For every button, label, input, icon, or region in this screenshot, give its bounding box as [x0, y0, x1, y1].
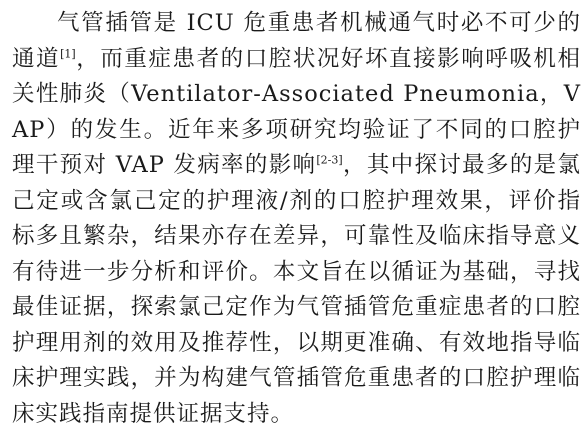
- paragraph-text-part-2: ，而重症患者的口腔状况好坏直接影响呼吸机相关性肺炎（Ventilator-Associated Pneumonia，VAP）的发生。近年来多项研究均验证了不同的口腔护理干预对 VAP 发病率的影响: [12, 45, 581, 178]
- body-paragraph: [12, 6, 581, 432]
- paragraph-text-part-3: ，其中探讨最多的是氯己定或含氯己定的护理液/剂的口腔护理效果，评价指标多且繁杂，结果亦存在差异，可靠性及临床指导意义有待进一步分析和评价。本文旨在以循证为基础，寻找最佳证据，探索氯己定作为气管插管危重症患者的口腔护理用剂的效用及推荐性，以期更准确、有效地指导临床护理实践，并为构建气管插管危重患者的口腔护理临床实践指南提供证据支持。: [12, 152, 581, 427]
- paragraph-text-part-1: 气管插管是 ICU 危重患者机械通气时必不可少的通道: [12, 10, 581, 72]
- citation-ref-2-3: [2-3]: [316, 153, 343, 167]
- citation-ref-1: [1]: [60, 47, 76, 60]
